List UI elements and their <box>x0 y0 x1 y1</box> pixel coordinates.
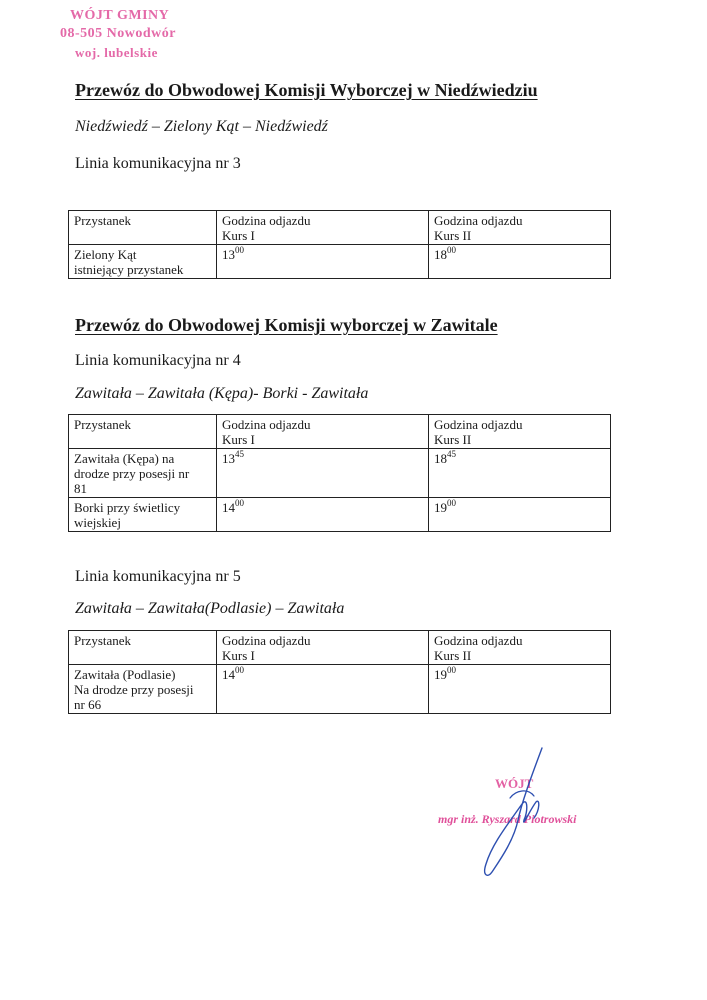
stamp-line-1: WÓJT GMINY <box>70 8 170 23</box>
stop-cell: Borki przy świetlicy wiejskiej <box>69 498 217 532</box>
stop-cell: Zawitała (Podlasie) Na drodze przy posesji nr 66 <box>69 665 217 714</box>
header-kurs-1: Godzina odjazdu Kurs I <box>217 415 429 449</box>
header-kurs-2: Godzina odjazdu Kurs II <box>429 211 611 245</box>
header-stop: Przystanek <box>69 415 217 449</box>
header-kurs-1: Godzina odjazdu Kurs I <box>217 211 429 245</box>
stop-cell: Zielony Kąt istniejący przystanek <box>69 245 217 279</box>
timetable-line-3 <box>68 210 611 279</box>
route-line-5: Zawitała – Zawitała(Podlasie) – Zawitała <box>75 600 345 617</box>
header-kurs-2: Godzina odjazdu Kurs II <box>429 415 611 449</box>
route-line-3: Niedźwiedź – Zielony Kąt – Niedźwiedź <box>75 118 328 135</box>
stamp-line-2: 08-505 Nowodwór <box>60 26 176 41</box>
table-row <box>69 245 611 279</box>
table-header-row <box>69 631 611 665</box>
time-cell: $14^{00}$ <box>217 665 429 714</box>
header-kurs-2: Godzina odjazdu Kurs II <box>429 631 611 665</box>
table-header-row <box>69 211 611 245</box>
handwritten-signature-icon <box>470 740 560 880</box>
signature-name-stamp: mgr inż. Ryszard Piotrowski <box>438 812 577 826</box>
header-stop: Przystanek <box>69 631 217 665</box>
route-line-4: Zawitała – Zawitała (Kępa)- Borki - Zawitała <box>75 385 369 402</box>
table-row <box>69 665 611 714</box>
time-cell: $13^{45}$ <box>217 449 429 498</box>
timetable-line-5 <box>68 630 611 714</box>
timetable-line-4 <box>68 414 611 532</box>
header-stop: Przystanek <box>69 211 217 245</box>
table-header-row <box>69 415 611 449</box>
line-number-4: Linia komunikacyjna nr 4 <box>75 352 241 369</box>
time-cell: $18^{00}$ <box>429 245 611 279</box>
section-title-niedzwiedz: Przewóz do Obwodowej Komisji Wyborczej w Niedźwiedziu <box>75 80 538 100</box>
time-cell: $19^{00}$ <box>429 665 611 714</box>
time-cell: $13^{00}$ <box>217 245 429 279</box>
header-kurs-1: Godzina odjazdu Kurs I <box>217 631 429 665</box>
stamp-line-3: woj. lubelskie <box>75 45 158 60</box>
time-cell: $18^{45}$ <box>429 449 611 498</box>
table-row <box>69 449 611 498</box>
time-cell: $14^{00}$ <box>217 498 429 532</box>
stop-cell: Zawitała (Kępa) na drodze przy posesji nr 81 <box>69 449 217 498</box>
time-cell: $19^{00}$ <box>429 498 611 532</box>
section-title-zawitala: Przewóz do Obwodowej Komisji wyborczej w Zawitale <box>75 315 498 335</box>
signature-title-stamp: WÓJT <box>495 776 534 791</box>
line-number-3: Linia komunikacyjna nr 3 <box>75 155 241 172</box>
table-row <box>69 498 611 532</box>
line-number-5: Linia komunikacyjna nr 5 <box>75 568 241 585</box>
